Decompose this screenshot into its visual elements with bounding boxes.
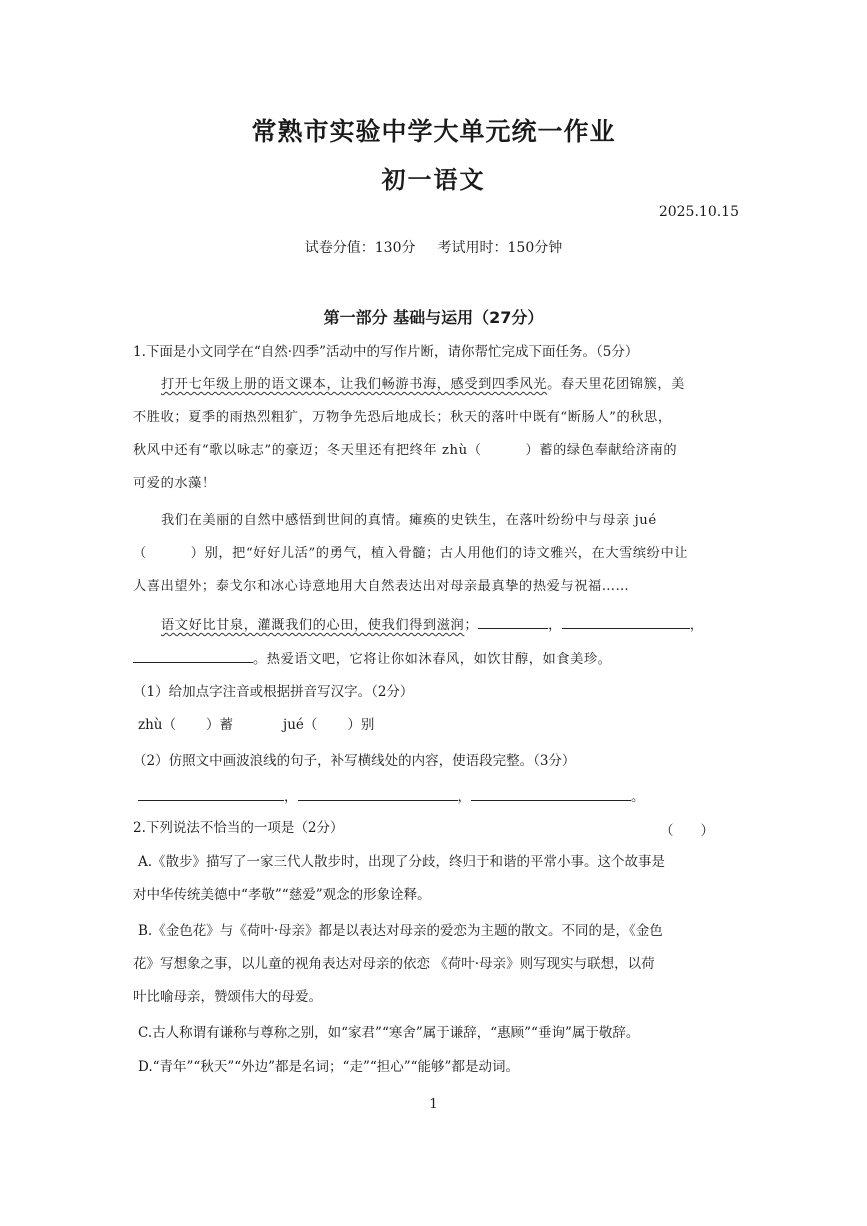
q1-p1-line3: 秋风中还有“歌以咏志”的豪迈；冬天里还有把终年 zhù（ ）蓄的绿色奉献给济南的 (133, 443, 678, 458)
q1-p1-line2: 不胜收；夏季的雨热烈粗犷，万物争先恐后地成长；秋天的落叶中既有“断肠人”的秋思， (133, 410, 672, 425)
q1-p2-line2: （ ）别，把“好好儿活”的勇气，植入骨髓；古人用他们的诗文雅兴，在大雪缤纷中让 (133, 546, 689, 561)
q1-stem: 1.下面是小文同学在“自然·四季”活动中的写作片断，请你帮忙完成下面任务。（5分） (133, 344, 639, 360)
answer-line[interactable] (138, 786, 284, 801)
q1-sub1: （1）给加点字注音或根据拼音写汉字。（2分） (133, 684, 414, 700)
exam-meta (0, 237, 867, 257)
fill-blank[interactable] (478, 614, 548, 629)
exam-score: 试卷分值：130分 (304, 240, 416, 256)
q1-sub2-blanks: ， ， 。 (138, 786, 748, 806)
exam-title: 常熟市实验中学大单元统一作业 (251, 117, 616, 146)
q2-option-a: A.《散步》描写了一家三代人散步时，出现了分歧，终归于和谐的平常小事。这个故事是 (138, 854, 666, 870)
q2-stem: 2.下列说法不恰当的一项是（2分） (133, 820, 344, 836)
fill-blank[interactable] (133, 648, 253, 663)
exam-subject: 初一语文 (381, 166, 486, 194)
q1-p1-line1: 打开七年级上册的语文课本，让我们畅游书海，感受到四季风光。春天里花团锦簇，美 (161, 377, 685, 392)
wavy-sentence: 打开七年级上册的语文课本，让我们畅游书海，感受到四季风光 (161, 377, 548, 392)
exam-time: 考试用时：150分钟 (437, 240, 563, 256)
page-number: 1 (429, 1097, 438, 1112)
q1-sub2: （2）仿照文中画波浪线的句子，补写横线处的内容，使语段完整。（3分） (133, 753, 576, 769)
q1-p3-line2: 。热爱语文吧，它将让你如沐春风，如饮甘醇，如食美珍。 (133, 648, 743, 669)
q1-p2-line3: 人喜出望外；泰戈尔和冰心诗意地用大自然表达出对母亲最真挚的热爱与祝福…… (133, 579, 630, 594)
q1-p1-line4: 可爱的水藻！ (133, 476, 216, 491)
answer-line[interactable] (471, 786, 631, 801)
q2-option-b: B.《金色花》与《荷叶·母亲》都是以表达对母亲的爱恋为主题的散文。不同的是，《金色 (138, 923, 663, 939)
section-heading: 第一部分 基础与运用（27分） (323, 308, 544, 327)
wavy-sentence-2: 语文好比甘泉，灌溉我们的心田，使我们得到滋润 (161, 618, 465, 633)
q2-option-a-cont: 对中华传统美德中“孝敬”“慈爱”观念的形象诠释。 (133, 887, 431, 903)
fill-blank[interactable] (562, 614, 690, 629)
answer-line[interactable] (298, 786, 458, 801)
q2-option-c: C.古人称谓有谦称与尊称之别，如“家君”“寒舍”属于谦辞，“惠顾”“垂询”属于敬辞。 (138, 1025, 640, 1041)
q1-p2-line1: 我们在美丽的自然中感悟到世间的真情。瘫痪的史铁生，在落叶纷纷中与母亲 jué (161, 513, 657, 528)
q2-answer-paren[interactable]: （ ） (660, 823, 714, 839)
exam-date: 2025.10.15 (658, 204, 739, 220)
q2-option-b-cont: 花》写想象之事，以儿童的视角表达对母亲的依恋 《荷叶·母亲》则写现实与联想，以荷 (133, 956, 655, 972)
q1-sub1-answers: zhù（ ）蓄 jué（ ）别 (138, 717, 375, 733)
q1-p3-line1: 语文好比甘泉，灌溉我们的心田，使我们得到滋润； ， ， (161, 614, 743, 635)
q2-option-d: D.“青年”“秋天”“外边”都是名词；“走”“担心”“能够”都是动词。 (138, 1059, 519, 1075)
q2-option-b-cont2: 叶比喻母亲，赞颂伟大的母爱。 (133, 989, 322, 1005)
